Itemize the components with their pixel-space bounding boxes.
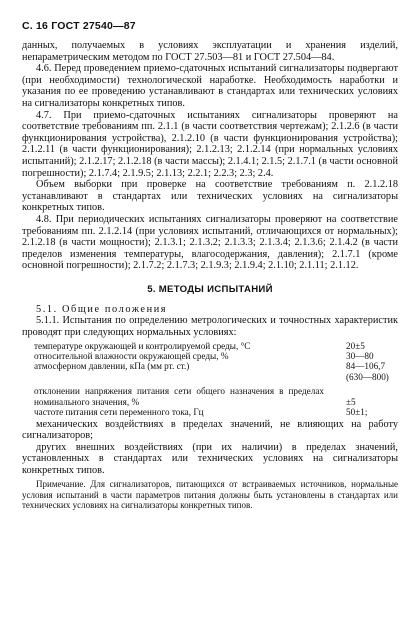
condition-frequency xyxy=(22,407,398,417)
paragraph-4-6: 4.6. Перед проведением приемо-сдаточных испытаний сигнализаторы подвергают (при необходимости) технологической наработке. Необходимость наработки и указания по ее проведению устанавливают в стандартах или технических условиях на сигнализаторы конкретных типов. xyxy=(22,63,398,109)
page-header: С. 16 ГОСТ 27540—87 xyxy=(22,20,136,32)
condition-value: ±5 xyxy=(346,396,356,407)
subsection-heading: 5.1. Общие положения xyxy=(36,303,168,315)
section-heading: 5. МЕТОДЫ ИСПЫТАНИЙ xyxy=(147,283,273,295)
paragraph-5-1-1: 5.1.1. Испытания по определению метрологических и точностных характеристик проводят при следующих нормальных условиях: xyxy=(22,315,398,339)
note: Примечание. Для сигнализаторов, питающихся от встраиваемых источников, нормальные условия испытаний в части параметров питания должны быть установлены в стандартах или технических условиях на сигнализаторы конкретных типов. xyxy=(22,479,398,511)
condition-label: температуре окружающей и контролируемой среды, °С xyxy=(34,340,251,351)
paragraph-mechanical: механических воздействиях в пределах значений, не влияющих на работу сигнализаторов; xyxy=(22,418,398,442)
conditions-list xyxy=(22,341,398,418)
paragraph-continuation: данных, получаемых в условиях эксплуатации и хранения изделий, непараметрическим методом по ГОСТ 27.503—81 и ГОСТ 27.504—84. xyxy=(22,40,398,63)
condition-temperature xyxy=(22,341,398,351)
paragraph-4-7-sample: Объем выборки при проверке на соответствие требованиям п. 2.1.2.18 устанавливают в стандартах или технических условиях на сигнализаторы конкретных типов. xyxy=(22,179,398,214)
page-content xyxy=(22,40,398,511)
condition-voltage xyxy=(22,386,398,407)
condition-label: относительной влажности окружающей среды, % xyxy=(34,351,229,362)
condition-value: 50±1; xyxy=(346,407,368,418)
condition-label: атмосферном давлении, кПа (мм рт. ст.) xyxy=(34,361,190,372)
paragraph-external: других внешних воздействиях (при их наличии) в пределах значений, установленных в стандартах или технических условиях на сигнализаторы конкретных типов. xyxy=(22,441,398,476)
condition-pressure-mmhg: (630—800) xyxy=(346,371,389,382)
condition-humidity xyxy=(22,351,398,361)
paragraph-4-7: 4.7. При приемо-сдаточных испытаниях сигнализаторы проверяют на соответствие требованиям пп. 2.1.1 (в части соответствия чертежам); 2.1.2.6 (в части функционирования устройства), 2.1.2.10 (в части функционирования устройства); 2.1.2.11 (в части функционирования); 2.1.2.13; 2.1.2.14 (при нормальных условиях испытаний); 2.1.2.17; 2.1.2.18 (в части массы); 2.1.4.1; 2.1.5; 2.1.7.1 (в части основной погрешности); 2.1.7.4; 2.1.9.5; 2.1.13; 2.2.1; 2.2.3; 2.3; 2.4. xyxy=(22,109,398,179)
condition-value: 30—80 xyxy=(346,351,374,362)
condition-label: частоте питания сети переменного тока, Гц xyxy=(34,407,204,418)
paragraph-4-8: 4.8. При периодических испытаниях сигнализаторы проверяют на соответствие требованиям пп. 2.1.2.14 (при условиях испытаний, отличающихся от нормальных); 2.1.2.18 (в части мощности); 2.1.3.1; 2.1.3.2; 2.1.3.3; 2.1.3.4; 2.1.3.6; 2.1.4.2 (в части пределов изменения температуры, влагосодержания, давления); 2.1.7.1 (кроме основной погрешности); 2.1.7.2; 2.1.7.3; 2.1.9.3; 2.1.9.4; 2.1.10; 2.1.11; 2.1.12. xyxy=(22,213,398,272)
condition-value: 20±5 xyxy=(346,340,365,351)
condition-label: отклонении напряжения питания сети общего назначения в пределах номинального значения, % xyxy=(34,386,324,407)
condition-pressure xyxy=(22,361,398,371)
condition-value: 84—106,7 xyxy=(346,361,386,372)
